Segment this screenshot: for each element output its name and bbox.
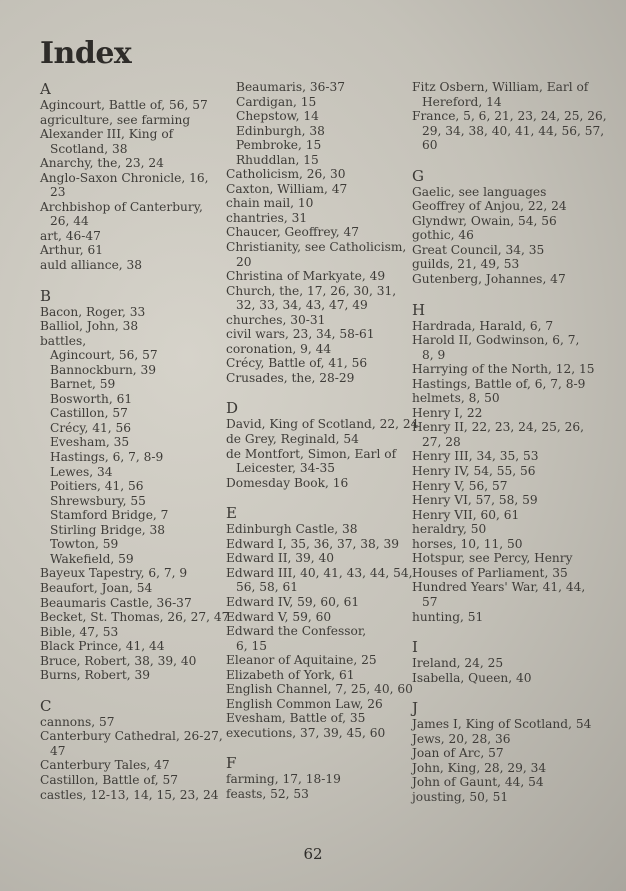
index-entry: Henry III, 34, 35, 53 [412, 449, 539, 464]
index-column-3 [412, 80, 607, 804]
index-entry: Castillon, Battle of, 57 [40, 772, 179, 787]
index-entry: Edward IV, 59, 60, 61 [226, 594, 360, 609]
index-letter-heading: F [226, 754, 237, 773]
index-entry: Henry VII, 60, 61 [412, 507, 520, 522]
index-entry: farming, 17, 18-19 [226, 772, 341, 787]
index-entry: helmets, 8, 50 [412, 391, 500, 406]
index-entry: coronation, 9, 44 [226, 341, 332, 356]
index-letter-heading: G [412, 166, 424, 185]
index-entry: feasts, 52, 53 [226, 786, 309, 801]
index-entry: Bacon, Roger, 33 [40, 304, 146, 319]
index-subentry: Crécy, 41, 56 [50, 420, 131, 435]
index-entry: Harold II, Godwinson, 6, 7, [412, 333, 580, 348]
index-entry: Hardrada, Harald, 6, 7 [412, 318, 554, 333]
index-entry: Bayeux Tapestry, 6, 7, 9 [40, 566, 188, 581]
index-subentry: Agincourt, 56, 57 [50, 348, 158, 363]
index-entry: Crusades, the, 28-29 [226, 370, 355, 385]
index-entry: Agincourt, Battle of, 56, 57 [40, 98, 208, 112]
index-entry: Chaucer, Geoffrey, 47 [226, 225, 360, 240]
index-subentry: Lewes, 34 [50, 464, 113, 479]
index-subentry: 57 [422, 594, 438, 609]
page-number: 62 [303, 845, 323, 863]
index-entry: Evesham, Battle of, 35 [226, 711, 366, 726]
index-subentry: Bannockburn, 39 [50, 362, 157, 377]
index-entry: Henry VI, 57, 58, 59 [412, 493, 538, 508]
index-entry: horses, 10, 11, 50 [412, 536, 523, 551]
index-entry: Edward I, 35, 36, 37, 38, 39 [226, 536, 399, 551]
index-subentry: 20 [236, 254, 252, 269]
index-entry: Canterbury Tales, 47 [40, 758, 170, 773]
index-entry: Isabella, Queen, 40 [412, 670, 532, 685]
index-subentry: Towton, 59 [50, 537, 119, 552]
index-subentry: Leicester, 34-35 [236, 461, 335, 476]
index-subentry: Hastings, 6, 7, 8-9 [50, 450, 164, 465]
index-subentry: Bosworth, 61 [50, 391, 133, 406]
index-entry: Edward the Confessor, [226, 624, 367, 639]
index-entry: Joan of Arc, 57 [412, 746, 504, 761]
index-entry: Hundred Years' War, 41, 44, [412, 580, 586, 595]
index-entry: Harrying of the North, 12, 15 [412, 362, 595, 377]
index-entry: Eleanor of Aquitaine, 25 [226, 653, 377, 668]
index-entry: agriculture, see farming [40, 112, 191, 127]
index-entry: castles, 12-13, 14, 15, 23, 24 [40, 787, 219, 802]
index-entry: chantries, 31 [226, 210, 308, 225]
index-entry: Domesday Book, 16 [226, 475, 349, 490]
index-entry: executions, 37, 39, 45, 60 [226, 725, 386, 740]
index-entry: Gaelic, see languages [412, 184, 547, 199]
index-entry: Beaumaris Castle, 36-37 [40, 595, 192, 610]
index-entry: auld alliance, 38 [40, 258, 143, 273]
index-subentry: Stirling Bridge, 38 [50, 522, 166, 537]
index-entry: Geoffrey of Anjou, 22, 24 [412, 199, 567, 214]
index-entry: Canterbury Cathedral, 26-27, [40, 729, 223, 744]
index-entry: Henry IV, 54, 55, 56 [412, 464, 536, 479]
index-entry: Balliol, John, 38 [40, 319, 139, 334]
index-entry: Beaufort, Joan, 54 [40, 580, 153, 595]
index-entry: Arthur, 61 [40, 243, 103, 258]
index-entry: chain mail, 10 [226, 196, 314, 211]
index-subentry: 26, 44 [50, 214, 89, 229]
index-entry: churches, 30-31 [226, 312, 326, 327]
index-entry: Burns, Robert, 39 [40, 668, 150, 683]
index-entry: Archbishop of Canterbury, [40, 199, 203, 214]
index-subentry: Edinburgh, 38 [236, 123, 325, 138]
index-entry: Great Council, 34, 35 [412, 242, 545, 257]
index-entry: France, 5, 6, 21, 23, 24, 25, 26, [412, 109, 607, 124]
index-entry: John, King, 28, 29, 34 [412, 760, 547, 775]
index-subentry: 27, 28 [422, 434, 461, 449]
index-subentry: 6, 15 [236, 638, 268, 653]
page-title: Index [40, 36, 132, 71]
index-letter-heading: D [226, 399, 239, 418]
index-entry: cannons, 57 [40, 714, 115, 729]
index-entry: hunting, 51 [412, 609, 484, 624]
index-letter-heading: H [412, 300, 426, 319]
index-entry: art, 46-47 [40, 228, 101, 243]
index-entry: Jews, 20, 28, 36 [412, 731, 511, 746]
index-entry: Alexander III, King of [40, 127, 174, 142]
index-subentry: 8, 9 [422, 347, 446, 362]
index-entry: Henry V, 56, 57 [412, 478, 508, 493]
index-entry: Henry I, 22 [412, 405, 483, 420]
index-entry: Bible, 47, 53 [40, 624, 119, 639]
index-entry: Ireland, 24, 25 [412, 656, 504, 671]
index-entry: English Common Law, 26 [226, 696, 383, 711]
index-entry: Hotspur, see Percy, Henry [412, 551, 573, 566]
index-entry: Becket, St. Thomas, 26, 27, 47 [40, 610, 230, 625]
index-letter-heading: C [40, 696, 52, 715]
index-entry: heraldry, 50 [412, 522, 487, 537]
index-subentry: Chepstow, 14 [236, 109, 319, 124]
index-entry: Anglo-Saxon Chronicle, 16, [40, 170, 209, 185]
index-column-2 [226, 80, 419, 802]
index-entry: Gutenberg, Johannes, 47 [412, 272, 566, 287]
index-entry: Henry II, 22, 23, 24, 25, 26, [412, 420, 585, 435]
index-entry: Glyndwr, Owain, 54, 56 [412, 213, 557, 228]
index-letter-heading: B [40, 286, 52, 305]
index-entry: battles, [40, 333, 87, 348]
index-subentry: Wakefield, 59 [50, 551, 134, 566]
index-entry: David, King of Scotland, 22, 24 [226, 417, 419, 432]
index-entry: guilds, 21, 49, 53 [412, 257, 520, 272]
index-entry: Edward V, 59, 60 [226, 609, 332, 624]
index-entry: John of Gaunt, 44, 54 [412, 775, 544, 790]
index-subentry: Evesham, 35 [50, 435, 130, 450]
index-entry: Church, the, 17, 26, 30, 31, [226, 283, 397, 298]
index-entry: Edward II, 39, 40 [226, 551, 335, 566]
index-entry: Catholicism, 26, 30 [226, 167, 346, 182]
index-subentry: Cardigan, 15 [236, 94, 317, 109]
index-entry: gothic, 46 [412, 228, 474, 243]
index-entry: de Montfort, Simon, Earl of [226, 446, 397, 461]
index-column-1 [40, 80, 230, 802]
index-entry: Houses of Parliament, 35 [412, 565, 568, 580]
index-entry: Crécy, Battle of, 41, 56 [226, 356, 368, 371]
index-entry: de Grey, Reginald, 54 [226, 432, 359, 447]
index-subentry: Rhuddlan, 15 [236, 152, 319, 167]
index-subentry: Castillon, 57 [50, 406, 128, 421]
index-entry: civil wars, 23, 34, 58-61 [226, 327, 375, 342]
index-entry: English Channel, 7, 25, 40, 60 [226, 682, 413, 697]
index-letter-heading: A [40, 80, 51, 98]
index-subentry: Barnet, 59 [50, 377, 116, 392]
index-subentry: Poitiers, 41, 56 [50, 479, 144, 494]
index-subentry: Shrewsbury, 55 [50, 493, 146, 508]
index-entry: Fitz Osbern, William, Earl of [412, 80, 589, 94]
index-entry: Anarchy, the, 23, 24 [40, 156, 164, 171]
index-subentry: 32, 33, 34, 43, 47, 49 [236, 298, 368, 313]
index-entry: jousting, 50, 51 [412, 789, 509, 804]
index-subentry: Pembroke, 15 [236, 138, 322, 153]
index-letter-heading: I [412, 638, 418, 657]
index-subentry: 47 [50, 743, 66, 758]
index-subentry: Hereford, 14 [422, 94, 502, 109]
index-entry: Edinburgh Castle, 38 [226, 522, 358, 537]
index-letter-heading: J [412, 699, 419, 718]
index-entry: James I, King of Scotland, 54 [412, 717, 592, 732]
index-entry: Black Prince, 41, 44 [40, 639, 165, 654]
index-entry: Hastings, Battle of, 6, 7, 8-9 [412, 376, 586, 391]
index-entry: Bruce, Robert, 38, 39, 40 [40, 653, 197, 668]
index-subentry: Stamford Bridge, 7 [50, 508, 169, 523]
index-entry: Caxton, William, 47 [226, 181, 348, 196]
index-subentry: 23 [50, 185, 66, 200]
index-subentry: 56, 58, 61 [236, 580, 299, 595]
index-subentry: 60 [422, 138, 438, 153]
index-entry: Edward III, 40, 41, 43, 44, 54, [226, 565, 413, 580]
index-entry: Christianity, see Catholicism, [226, 240, 407, 255]
index-letter-heading: E [226, 504, 237, 523]
index-entry: Christina of Markyate, 49 [226, 269, 386, 284]
index-entry: Elizabeth of York, 61 [226, 667, 355, 682]
index-subentry: 29, 34, 38, 40, 41, 44, 56, 57, [422, 123, 605, 138]
index-subentry: Beaumaris, 36-37 [236, 80, 345, 94]
index-subentry: Scotland, 38 [50, 141, 128, 156]
